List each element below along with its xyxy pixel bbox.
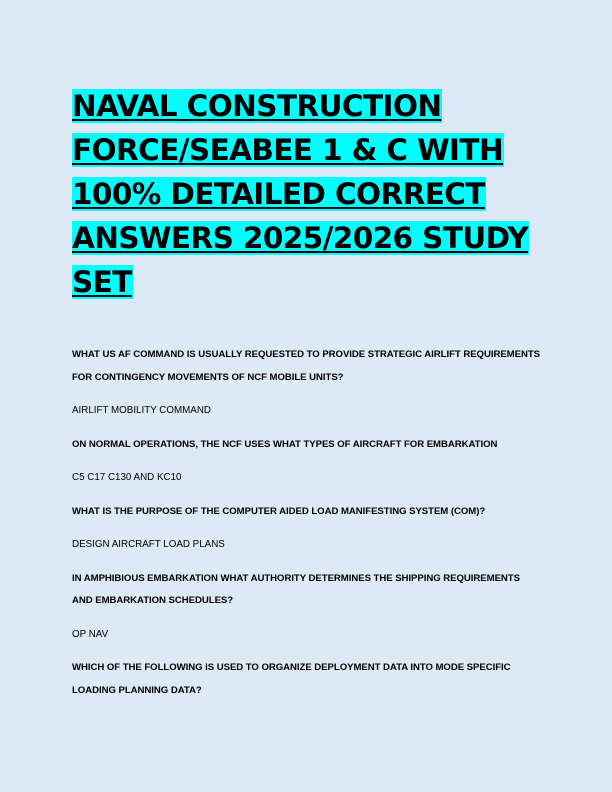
question-text: IN AMPHIBIOUS EMBARKATION WHAT AUTHORITY DETERMINES THE SHIPPING REQUIREMENTS AND EMBARKATION SCHEDULES? <box>72 572 520 606</box>
answer-text: OP NAV <box>72 628 109 640</box>
document-title-text: NAVAL CONSTRUCTION FORCE/SEABEE 1 & C WITH 100% DETAILED CORRECT ANSWERS 2025/2026 STUDY SET <box>72 89 529 299</box>
document-page <box>72 84 542 702</box>
qa-item <box>72 434 542 490</box>
answer-text: AIRLIFT MOBILITY COMMAND <box>72 405 211 416</box>
question-text: ON NORMAL OPERATIONS, THE NCF USES WHAT TYPES OF AIRCRAFT FOR EMBARKATION <box>72 438 498 450</box>
qa-item <box>72 568 542 647</box>
answer-text: C5 C17 C130 AND KC10 <box>72 472 182 483</box>
qa-item <box>72 344 542 423</box>
document-title <box>72 84 542 304</box>
answer-text: DESIGN AIRCRAFT LOAD PLANS <box>72 539 225 550</box>
question-text: WHICH OF THE FOLLOWING IS USED TO ORGANIZE DEPLOYMENT DATA INTO MODE SPECIFIC LOADING PLANNING DATA? <box>72 662 511 696</box>
qa-item <box>72 657 542 702</box>
question-text: WHAT IS THE PURPOSE OF THE COMPUTER AIDED LOAD MANIFESTING SYSTEM (COM)? <box>72 505 486 517</box>
question-answer-list <box>72 344 542 702</box>
qa-item <box>72 501 542 557</box>
question-text: WHAT US AF COMMAND IS USUALLY REQUESTED TO PROVIDE STRATEGIC AIRLIFT REQUIREMENTS FOR CONTINGENCY MOVEMENTS OF NCF MOBILE UNITS? <box>72 349 541 383</box>
